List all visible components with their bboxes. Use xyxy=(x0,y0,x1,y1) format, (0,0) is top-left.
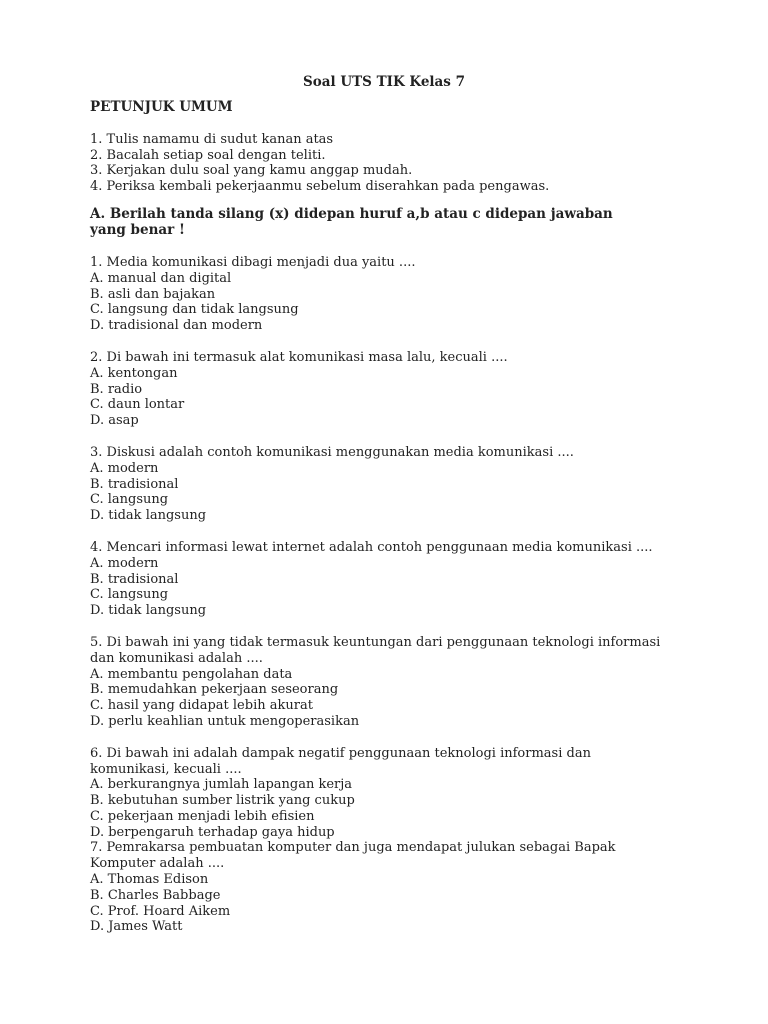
answer-option: B. memudahkan pekerjaan seseorang xyxy=(90,682,339,698)
question-text: 1. Media komunikasi dibagi menjadi dua yaitu .... xyxy=(90,254,416,270)
answer-option: D. tradisional dan modern xyxy=(90,318,263,334)
answer-option: B. tradisional xyxy=(90,476,179,492)
answer-option: B. tradisional xyxy=(90,571,179,587)
document-body xyxy=(90,100,690,935)
answer-option: D. berpengaruh terhadap gaya hidup xyxy=(90,824,335,840)
answer-option: C. langsung dan tidak langsung xyxy=(90,302,299,318)
answer-option: A. kentongan xyxy=(90,365,178,381)
answer-option: B. Charles Babbage xyxy=(90,887,221,903)
answer-option: D. tidak langsung xyxy=(90,603,207,619)
instruction-item: 4. Periksa kembali pekerjaanmu sebelum diserahkan pada pengawas. xyxy=(90,179,550,195)
answer-option: A. modern xyxy=(90,460,159,476)
question-text: 6. Di bawah ini adalah dampak negatif penggunaan teknologi informasi dan komunikasi, kecuali .... xyxy=(90,745,591,777)
answer-option: D. James Watt xyxy=(90,919,183,935)
answer-option: B. kebutuhan sumber listrik yang cukup xyxy=(90,793,355,809)
question-text: 5. Di bawah ini yang tidak termasuk keuntungan dari penggunaan teknologi informasi dan komunikasi adalah .... xyxy=(90,634,661,666)
answer-option: C. hasil yang didapat lebih akurat xyxy=(90,698,313,714)
instructions-list xyxy=(90,132,690,195)
instruction-item: 2. Bacalah setiap soal dengan teliti. xyxy=(90,147,326,163)
instruction-item: 3. Kerjakan dulu soal yang kamu anggap mudah. xyxy=(90,163,413,179)
answer-option: D. tidak langsung xyxy=(90,508,207,524)
question-text: 7. Pemrakarsa pembuatan komputer dan juga mendapat julukan sebagai Bapak Komputer adalah .... xyxy=(90,840,616,872)
question-3 xyxy=(90,445,690,524)
answer-option: C. langsung xyxy=(90,492,169,508)
answer-option: D. asap xyxy=(90,413,139,429)
question-5 xyxy=(90,635,690,730)
question-text: 4. Mencari informasi lewat internet adalah contoh penggunaan media komunikasi .... xyxy=(90,539,653,555)
question-text: 2. Di bawah ini termasuk alat komunikasi masa lalu, kecuali .... xyxy=(90,349,508,365)
answer-option: C. daun lontar xyxy=(90,397,185,413)
question-2 xyxy=(90,350,690,429)
section-a-heading: A. Berilah tanda silang (x) didepan huruf a,b atau c didepan jawaban yang benar ! xyxy=(90,205,613,239)
question-4 xyxy=(90,540,690,619)
instruction-item: 1. Tulis namamu di sudut kanan atas xyxy=(90,131,334,147)
answer-option: D. perlu keahlian untuk mengoperasikan xyxy=(90,713,360,729)
answer-option: A. membantu pengolahan data xyxy=(90,666,293,682)
question-1 xyxy=(90,255,690,334)
general-instructions-heading: PETUNJUK UMUM xyxy=(90,99,233,115)
question-text: 3. Diskusi adalah contoh komunikasi menggunakan media komunikasi .... xyxy=(90,444,574,460)
question-7 xyxy=(90,840,690,935)
answer-option: A. berkurangnya jumlah lapangan kerja xyxy=(90,777,353,793)
answer-option: C. Prof. Hoard Aikem xyxy=(90,903,231,919)
answer-option: A. Thomas Edison xyxy=(90,872,209,888)
answer-option: C. langsung xyxy=(90,587,169,603)
answer-option: C. pekerjaan menjadi lebih efisien xyxy=(90,808,315,824)
answer-option: A. manual dan digital xyxy=(90,270,232,286)
answer-option: B. asli dan bajakan xyxy=(90,286,216,302)
answer-option: A. modern xyxy=(90,555,159,571)
document-title: Soal UTS TIK Kelas 7 xyxy=(303,74,465,90)
answer-option: B. radio xyxy=(90,381,143,397)
question-6 xyxy=(90,746,690,841)
